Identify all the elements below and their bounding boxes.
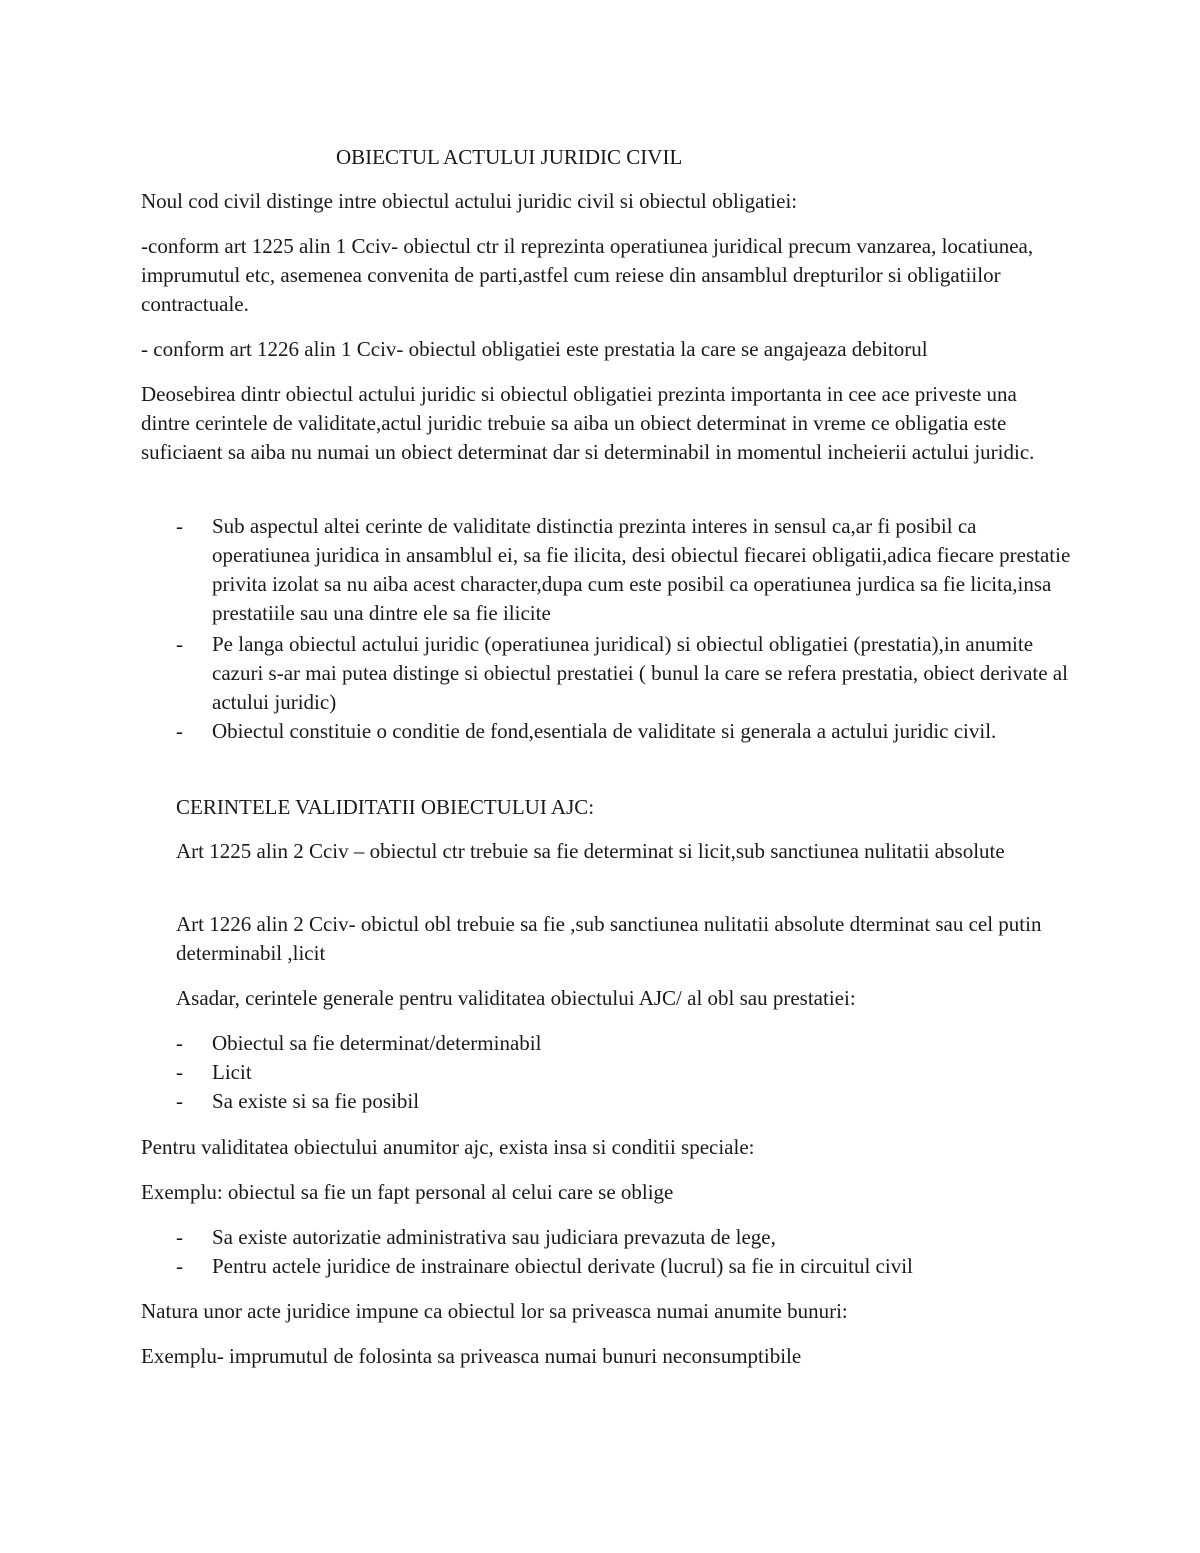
natura-paragraph: Natura unor acte juridice impune ca obiectul lor sa priveasca numai anumite bunuri: — [141, 1299, 848, 1323]
intro-paragraph: Noul cod civil distinge intre obiectul actului juridic civil si obiectul obligatiei: — [141, 189, 798, 213]
list-item-text: Sa existe si sa fie posibil — [212, 1089, 420, 1113]
dash-marker: - — [176, 719, 183, 743]
list-item — [176, 717, 1076, 746]
exemplu-1-paragraph: Exemplu: obiectul sa fie un fapt personal al celui care se oblige — [141, 1180, 674, 1204]
art-1226-paragraph: - conform art 1226 alin 1 Cciv- obiectul obligatiei este prestatia la care se angajeaza debitorul — [141, 337, 928, 361]
list-item-text: Pe langa obiectul actului juridic (operatiunea juridical) si obiectul obligatiei (prestatia),in anumite cazuri s-ar mai putea distinge si obiectul prestatiei ( bunul la care se refera prestatia, obiect derivate al actului juridic) — [212, 632, 1068, 714]
dash-marker: - — [176, 1031, 183, 1055]
art-1226-alin-2-paragraph: Art 1226 alin 2 Cciv- obictul obl trebuie sa fie ,sub sanctiunea nulitatii absolute dterminat sau cel putin determinabil ,licit — [176, 912, 1042, 965]
list-item — [176, 1029, 1076, 1058]
cerinte-heading: CERINTELE VALIDITATII OBIECTULUI AJC: — [176, 795, 595, 819]
document-title: OBIECTUL ACTULUI JURIDIC CIVIL — [336, 145, 683, 169]
art-1225-alin-2-paragraph: Art 1225 alin 2 Cciv – obiectul ctr trebuie sa fie determinat si licit,sub sanctiunea nulitatii absolute — [176, 839, 1005, 863]
art-1225-paragraph: -conform art 1225 alin 1 Cciv- obiectul ctr il reprezinta operatiunea juridical precum vanzarea, locatiunea, imprumutul etc, asemenea convenita de parti,astfel cum reiese din ansamblul drepturilor si obligatiilor contractuale. — [141, 234, 1034, 316]
list-item-text: Sub aspectul altei cerinte de validitate distinctia prezinta interes in sensul ca,ar fi posibil ca operatiunea juridica in ansamblul ei, sa fie ilicita, desi obiectul fiecarei obligatii,adica fiecare prestatie privita izolat sa nu aiba acest character,dupa cum este posibil ca operatiunea jurdica sa fie licita,insa prestatiile sau una dintre ele sa fie ilicite — [212, 514, 1071, 625]
deosebirea-paragraph: Deosebirea dintr obiectul actului juridic si obiectul obligatiei prezinta importanta in cee ace priveste una dintre cerintele de validitate,actul juridic trebuie sa aiba un obiect determinat in vreme ce obligatia este suficiaent sa aiba nu numai un obiect determinat dar si determinabil in momentul incheierii actului juridic. — [141, 382, 1035, 464]
list-item — [176, 512, 1076, 628]
list-item — [176, 630, 1076, 717]
list-item-text: Pentru actele juridice de instrainare obiectul derivate (lucrul) sa fie in circuitul civil — [212, 1254, 913, 1278]
list-item — [176, 1058, 1076, 1087]
dash-marker: - — [176, 1060, 183, 1084]
list-item-text: Obiectul sa fie determinat/determinabil — [212, 1031, 542, 1055]
asadar-paragraph: Asadar, cerintele generale pentru validitatea obiectului AJC/ al obl sau prestatiei: — [176, 986, 856, 1010]
exemplu-2-paragraph: Exemplu- imprumutul de folosinta sa priveasca numai bunuri neconsumptibile — [141, 1344, 802, 1368]
list-item — [176, 1087, 1076, 1116]
list-item — [176, 1223, 1076, 1252]
list-item-text: Obiectul constituie o conditie de fond,esentiala de validitate si generala a actului juridic civil. — [212, 719, 997, 743]
list-item-text: Licit — [212, 1060, 252, 1084]
dash-marker: - — [176, 514, 183, 538]
list-item-text: Sa existe autorizatie administrativa sau judiciara prevazuta de lege, — [212, 1225, 776, 1249]
dash-marker: - — [176, 1089, 183, 1113]
dash-marker: - — [176, 1225, 183, 1249]
dash-marker: - — [176, 632, 183, 656]
list-item — [176, 1252, 1076, 1281]
dash-marker: - — [176, 1254, 183, 1278]
pentru-paragraph: Pentru validitatea obiectului anumitor ajc, exista insa si conditii speciale: — [141, 1135, 755, 1159]
